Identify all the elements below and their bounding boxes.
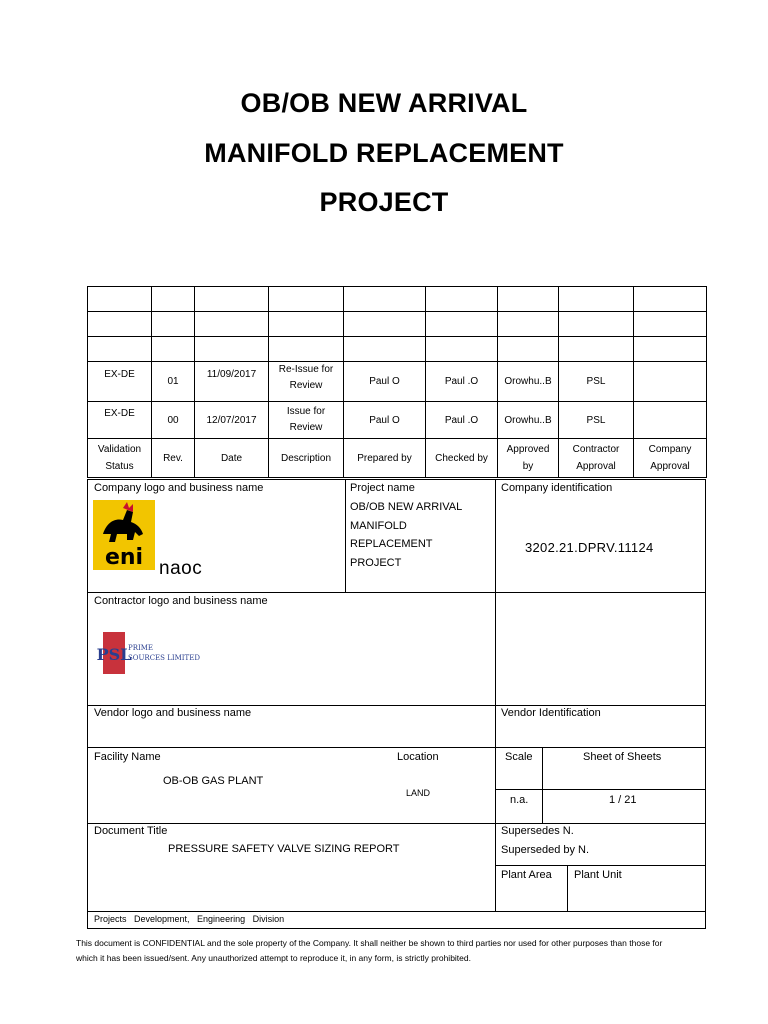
divider	[87, 911, 706, 912]
psl-logo	[96, 628, 200, 678]
divider	[495, 865, 706, 866]
title-line-3: PROJECT	[319, 187, 449, 217]
location-value: LAND	[406, 788, 431, 798]
company-id-label: Company identification	[501, 482, 613, 494]
psl-logo-line-1: PRIME	[128, 644, 154, 652]
revision-approved: Orowhu..B	[498, 362, 559, 402]
eni-logo-text: eni	[104, 545, 144, 570]
divider	[495, 789, 706, 790]
project-name-line-1: OB/OB NEW ARRIVAL	[350, 501, 463, 513]
sheet-of-sheets-value: 1 / 21	[609, 794, 637, 806]
header-description: Description	[269, 439, 344, 478]
superseded-by-label: Superseded by N.	[501, 844, 590, 856]
revision-prepared: Paul O	[344, 402, 426, 439]
document-title-value: PRESSURE SAFETY VALVE SIZING REPORT	[168, 843, 400, 855]
revision-row	[88, 402, 707, 439]
revision-row	[88, 362, 707, 402]
revision-row-empty	[88, 312, 707, 337]
revision-company	[634, 402, 707, 439]
revision-row-empty	[88, 337, 707, 362]
header-date: Date	[195, 439, 269, 478]
header-validation-status: Validation Status	[88, 439, 152, 478]
divider	[87, 747, 706, 748]
revision-status: EX-DE	[88, 402, 152, 439]
revision-description: Re-Issue for Review	[269, 362, 344, 402]
psl-logo-mark: PSL	[96, 645, 132, 664]
header-rev: Rev.	[152, 439, 195, 478]
contractor-logo-label: Contractor logo and business name	[94, 595, 268, 607]
vendor-logo-label: Vendor logo and business name	[94, 707, 252, 719]
project-name-line-3: REPLACEMENT	[350, 538, 433, 550]
scale-value: n.a.	[510, 794, 529, 806]
divider	[542, 747, 543, 823]
project-name-line-2: MANIFOLD	[350, 520, 407, 532]
divider	[87, 705, 706, 706]
scale-label: Scale	[505, 751, 533, 763]
revision-description: Issue for Review	[269, 402, 344, 439]
revision-approved: Orowhu..B	[498, 402, 559, 439]
revision-contractor: PSL	[559, 402, 634, 439]
divider	[345, 479, 346, 592]
header-checked: Checked by	[426, 439, 498, 478]
confidentiality-notice-line-2: which it has been issued/sent. Any unauthorized attempt to reproduce it, in any form, is strictly prohibited.	[76, 953, 471, 963]
header-contractor: Contractor Approval	[559, 439, 634, 478]
revision-status: EX-DE	[88, 362, 152, 402]
title-line-1: OB/OB NEW ARRIVAL	[240, 88, 528, 118]
division-label: Projects Development, Engineering Division	[94, 914, 285, 924]
facility-name-value: OB-OB GAS PLANT	[163, 775, 264, 787]
revision-checked: Paul .O	[426, 362, 498, 402]
title-line-2: MANIFOLD REPLACEMENT	[204, 138, 564, 168]
title-block	[87, 479, 706, 929]
revision-date: 12/07/2017	[195, 402, 269, 439]
divider	[87, 823, 706, 824]
naoc-logo-text: naoc	[159, 558, 203, 579]
divider	[567, 865, 568, 911]
revision-row-empty	[88, 287, 707, 312]
psl-logo-line-2: SOURCES LIMITED	[128, 654, 200, 662]
location-label: Location	[397, 751, 439, 763]
divider	[87, 592, 706, 593]
supersedes-label: Supersedes N.	[501, 825, 574, 837]
header-company: Company Approval	[634, 439, 707, 478]
company-id-value: 3202.21.DPRV.11124	[525, 540, 654, 555]
revision-date: 11/09/2017	[195, 362, 269, 402]
revision-checked: Paul .O	[426, 402, 498, 439]
company-logo-label: Company logo and business name	[94, 482, 264, 494]
vendor-id-label: Vendor Identification	[501, 707, 601, 719]
project-name-line-4: PROJECT	[350, 557, 402, 569]
revision-number: 00	[152, 402, 195, 439]
plant-area-label: Plant Area	[501, 869, 552, 881]
facility-name-label: Facility Name	[94, 751, 161, 763]
header-prepared: Prepared by	[344, 439, 426, 478]
confidentiality-notice-line-1: This document is CONFIDENTIAL and the sole property of the Company. It shall neither be shown to third parties nor used for other purposes than those for	[76, 938, 663, 948]
eni-logo	[93, 500, 155, 570]
project-name-label: Project name	[350, 482, 415, 494]
revision-company	[634, 362, 707, 402]
revision-prepared: Paul O	[344, 362, 426, 402]
document-title-label: Document Title	[94, 825, 168, 837]
header-approved: Approved by	[498, 439, 559, 478]
plant-unit-label: Plant Unit	[574, 869, 622, 881]
revision-number: 01	[152, 362, 195, 402]
divider	[495, 479, 496, 911]
revision-table	[87, 286, 707, 478]
revision-contractor: PSL	[559, 362, 634, 402]
revision-header-row	[88, 439, 707, 478]
sheet-of-sheets-label: Sheet of Sheets	[583, 751, 662, 763]
